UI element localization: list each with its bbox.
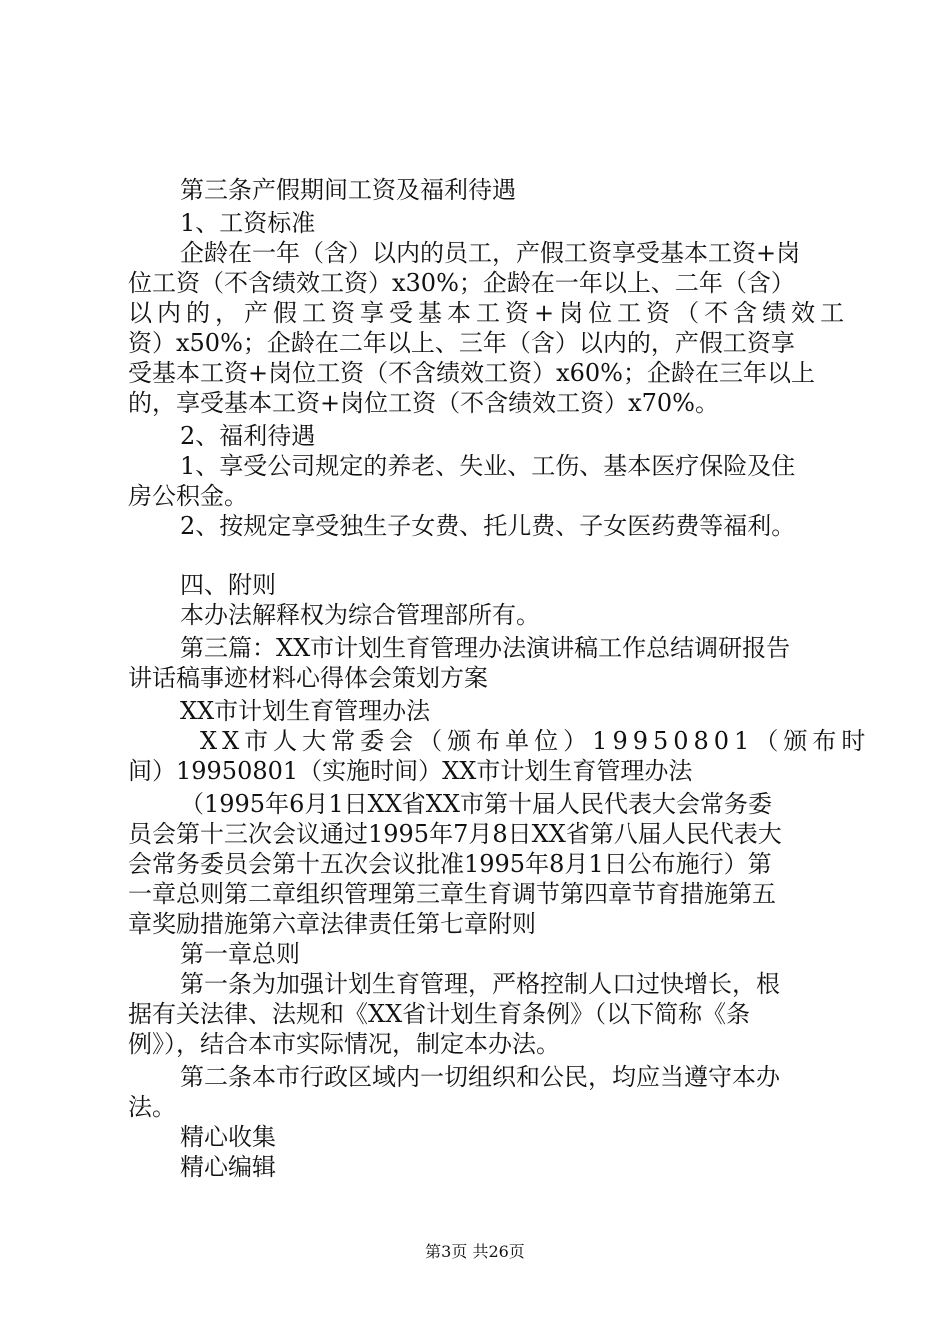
paragraph-line: 2、按规定享受独生子女费、托儿费、子女医药费等福利。 [180, 512, 796, 540]
paragraph-line: 受基本工资+岗位工资（不含绩效工资）x60%；企龄在三年以上 [128, 359, 815, 387]
paragraph-line: 一章总则第二章组织管理第三章生育调节第四章节育措施第五 [128, 880, 776, 908]
paragraph-line: 资）x50%；企龄在二年以上、三年（含）以内的，产假工资享 [128, 329, 795, 357]
paragraph-line: 会常务委员会第十五次会议批准1995年8月1日公布施行）第 [128, 850, 772, 878]
paragraph-line: 员会第十三次会议通过1995年7月8日XX省第八届人民代表大 [128, 820, 782, 848]
paragraph-line: 本办法解释权为综合管理部所有。 [180, 601, 540, 629]
salary-standard-heading: 1、工资标准 [180, 209, 316, 237]
paragraph-line: 的，享受基本工资+岗位工资（不含绩效工资）x70%。 [128, 389, 719, 417]
paragraph-line: 以内的，产假工资享受基本工资+岗位工资（不含绩效工 [128, 299, 850, 327]
article-title: 第三篇：XX市计划生育管理办法演讲稿工作总结调研报告 [180, 634, 791, 662]
chapter-1-heading: 第一章总则 [180, 940, 300, 968]
paragraph-line: 间）19950801（实施时间）XX市计划生育管理办法 [128, 757, 693, 785]
paragraph-line: 章奖励措施第六章法律责任第七章附则 [128, 910, 536, 938]
paragraph-line: 例》），结合本市实际情况，制定本办法。 [128, 1030, 560, 1058]
paragraph-line: 企龄在一年（含）以内的员工，产假工资享受基本工资+岗 [180, 239, 801, 267]
closing-note: 精心编辑 [180, 1153, 276, 1181]
paragraph-line: 1、享受公司规定的养老、失业、工伤、基本医疗保险及住 [180, 452, 796, 480]
paragraph-line: 法。 [128, 1093, 176, 1121]
section-4-heading: 四、附则 [180, 571, 276, 599]
article-3-heading: 第三条产假期间工资及福利待遇 [180, 176, 516, 204]
paragraph-line: 据有关法律、法规和《XX省计划生育条例》（以下简称《条 [128, 1000, 751, 1028]
regulation-title: XX市计划生育管理办法 [180, 697, 431, 725]
paragraph-line: 位工资（不含绩效工资）x30%；企龄在一年以上、二年（含） [128, 269, 795, 297]
paragraph-line: 第二条本市行政区域内一切组织和公民，均应当遵守本办 [180, 1063, 780, 1091]
paragraph-line: 第一条为加强计划生育管理，严格控制人口过快增长，根 [180, 970, 780, 998]
paragraph-line: XX市人大常委会（颁布单位）19950801（颁布时 [200, 727, 871, 755]
paragraph-line: 房公积金。 [128, 482, 248, 510]
page-number-footer: 第3页 共26页 [425, 1242, 525, 1261]
closing-note: 精心收集 [180, 1123, 276, 1151]
paragraph-line: （1995年6月1日XX省XX市第十届人民代表大会常务委 [180, 790, 772, 818]
article-title: 讲话稿事迹材料心得体会策划方案 [128, 664, 488, 692]
benefits-heading: 2、福利待遇 [180, 422, 316, 450]
